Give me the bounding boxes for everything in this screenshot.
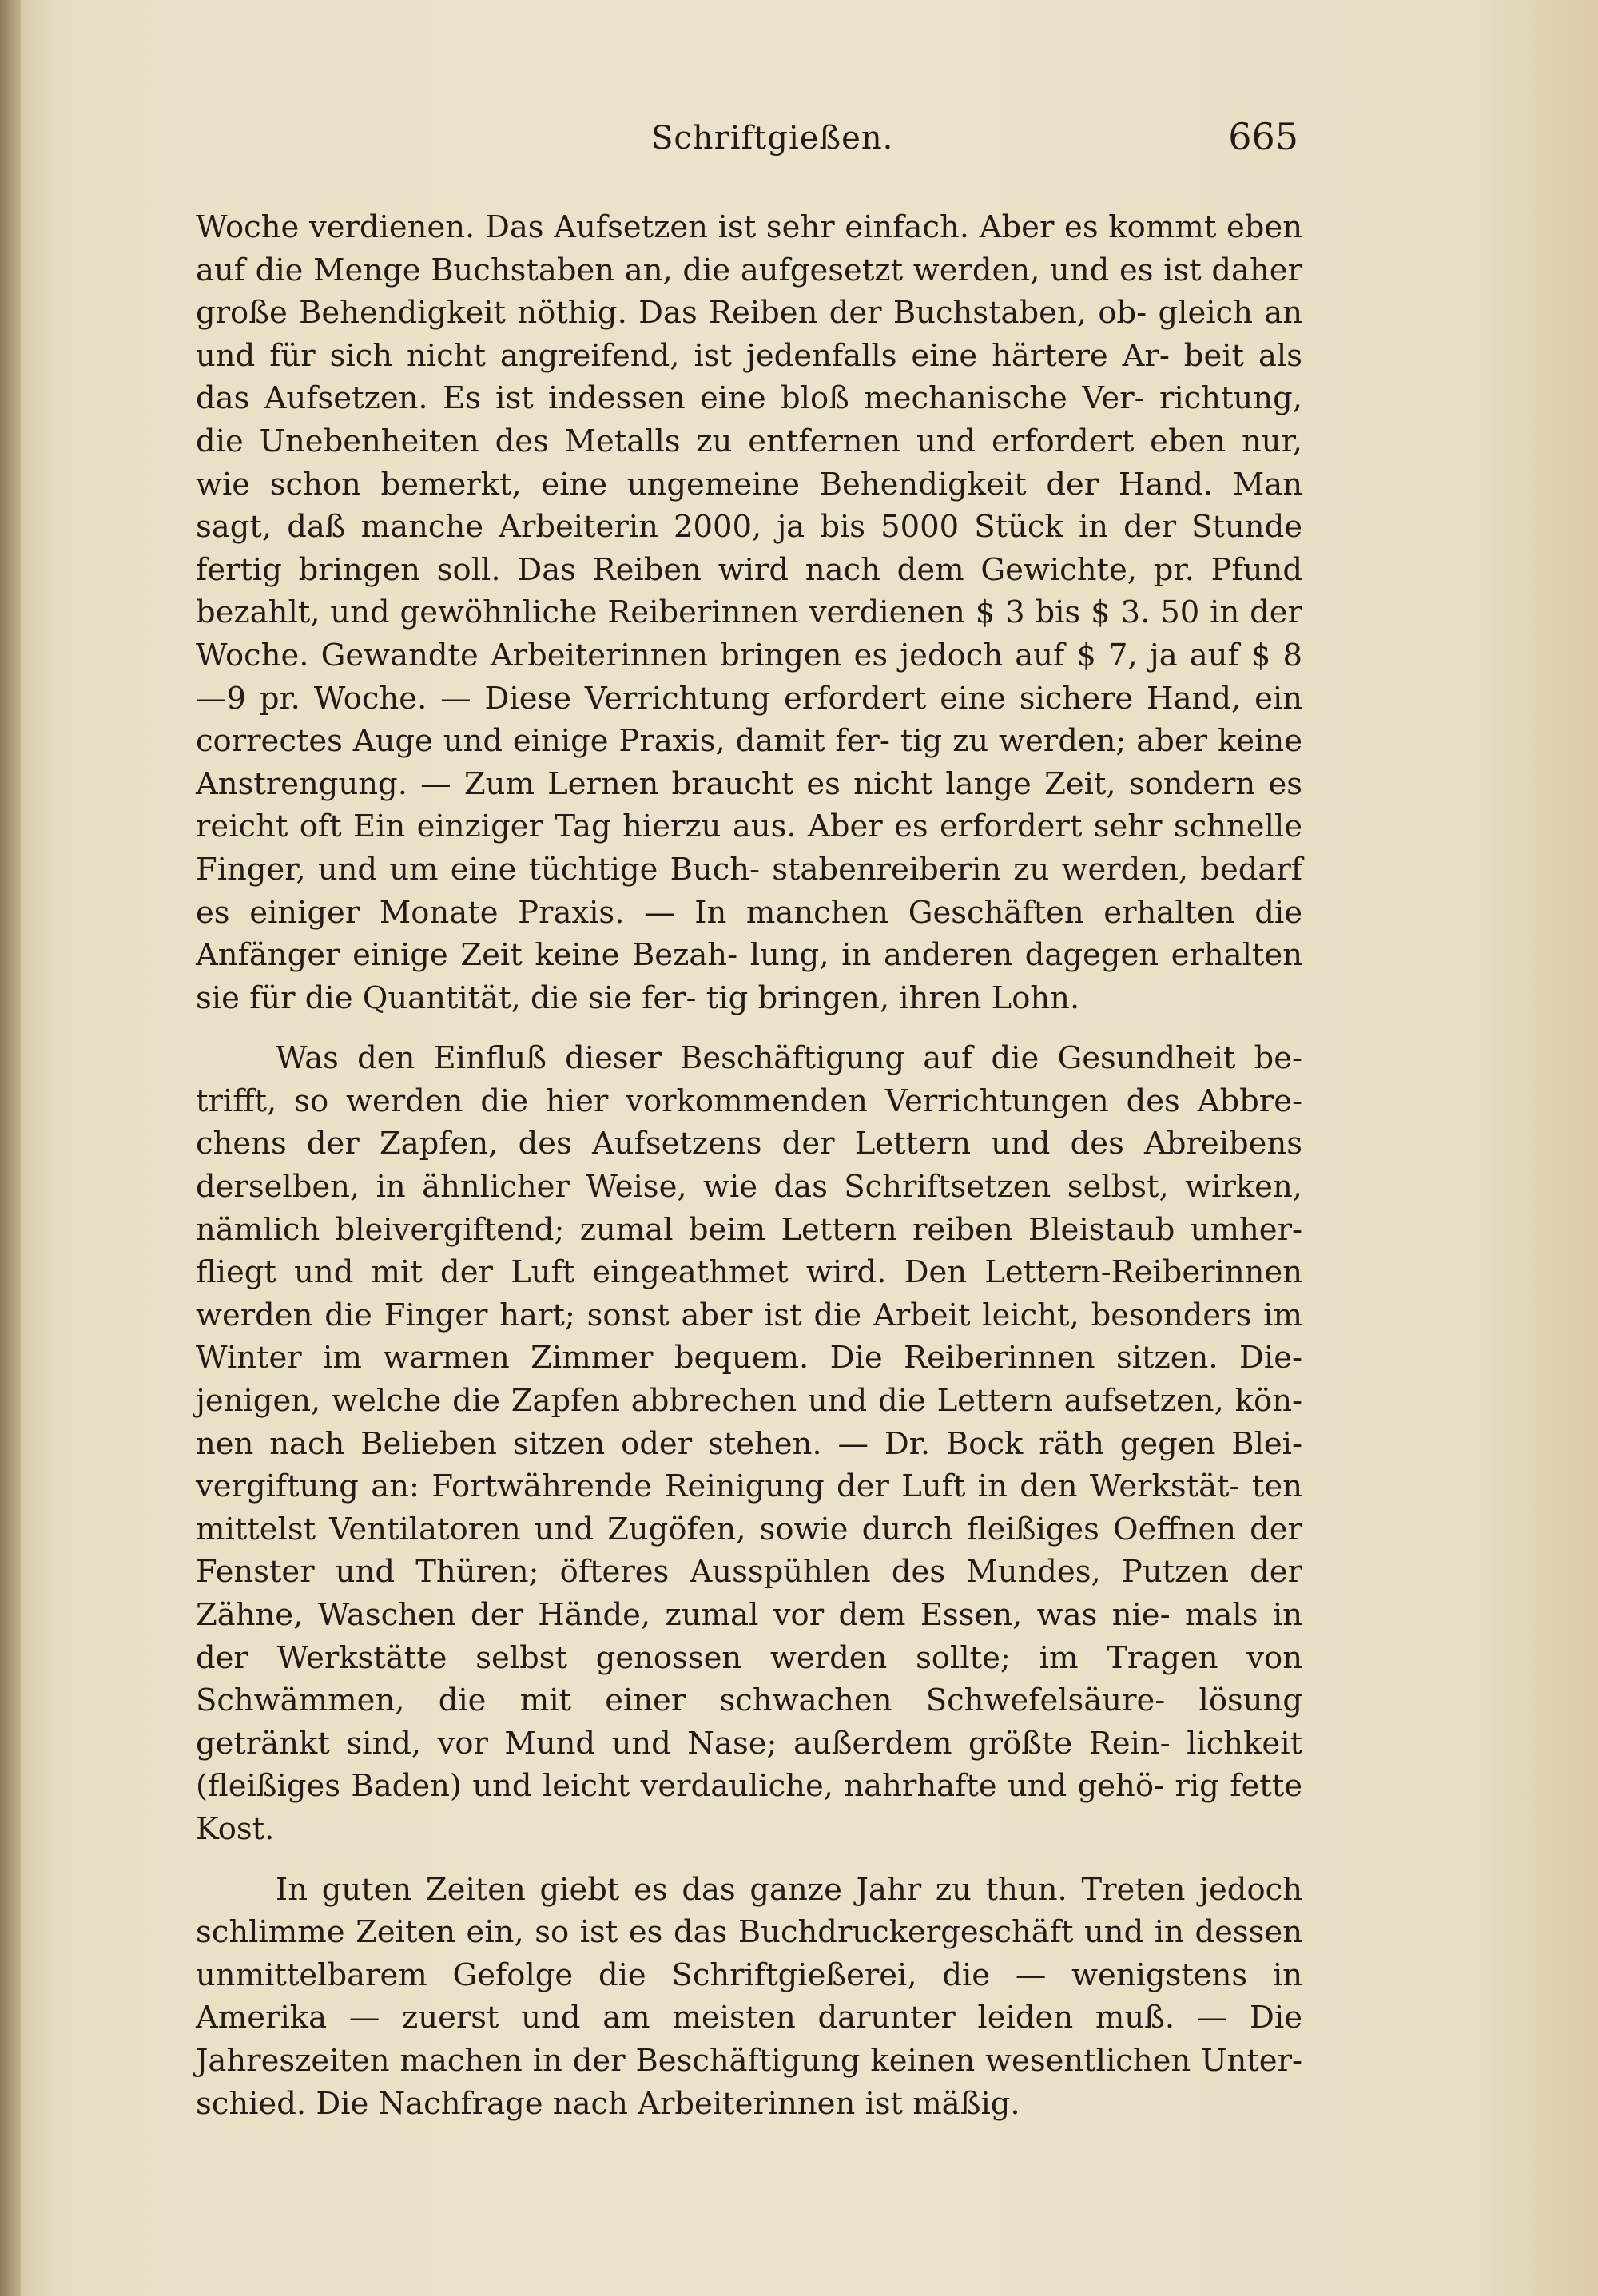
page-header <box>196 115 1298 168</box>
paragraph-3: In guten Zeiten giebt es das ganze Jahr zu thun. Treten jedoch schlimme Zeiten ein, so ist es das Buchdruckergeschäft und in dessen unmittelbarem Gefolge die Schriftgießerei, die — wenigstens in Amerika — zuerst und am meisten darunter leiden muß. — Die Jahreszeiten machen in der Beschäftigung keinen wesentlichen Unter‐ schied. Die Nachfrage nach Arbeiterinnen ist mäßig. <box>196 1871 1302 2122</box>
body-text <box>196 206 1302 2143</box>
running-title: Schriftgießen. <box>651 120 894 157</box>
paragraph-2: Was den Einfluß dieser Beschäftigung auf die Gesundheit be‐ trifft, so werden die hier vorkommenden Verrichtungen des Abbre‐ chens der Zapfen, des Aufsetzens der Lettern und des Abreibens derselben, in ähnlicher Weise, wie das Schriftsetzen selbst, wirken, nämlich bleivergiftend; zumal beim Lettern reiben Bleistaub umher‐ fliegt und mit der Luft eingeathmet wird. Den Lettern‐Reiberinnen werden die Finger hart; sonst aber ist die Arbeit leicht, besonders im Winter im warmen Zimmer bequem. Die Reiberinnen sitzen. Die‐ jenigen, welche die Zapfen abbrechen und die Lettern aufsetzen, kön‐ nen nach Belieben sitzen oder stehen. — Dr. Bock räth gegen Blei‐ vergiftung an: Fortwährende Reinigung der Luft in den Werkstät‐ ten mittelst Ventilatoren und Zugöfen, sowie durch fleißiges Oeffnen der Fenster und Thüren; öfteres Ausspühlen des Mundes, Putzen der Zähne, Waschen der Hände, zumal vor dem Essen, was nie‐ mals in der Werkstätte selbst genossen werden sollte; im Tragen von Schwämmen, die mit einer schwachen Schwefelsäure‐ lösung getränkt sind, vor Mund und Nase; außerdem größte Rein‐ lichkeit (fleißiges Baden) und leicht verdauliche, nahrhafte und gehö‐ rig fette Kost. <box>196 1040 1302 1847</box>
book-gutter <box>0 0 21 2296</box>
page-number: 665 <box>1228 115 1298 158</box>
paragraph-1: Woche verdienen. Das Aufsetzen ist sehr einfach. Aber es kommt eben auf die Menge Buchstaben an, die aufgesetzt werden, und es ist daher große Behendigkeit nöthig. Das Reiben der Buchstaben, ob‐ gleich an und für sich nicht angreifend, ist jedenfalls eine härtere Ar‐ beit als das Aufsetzen. Es ist indessen eine bloß mechanische Ver‐ richtung, die Unebenheiten des Metalls zu entfernen und erfordert eben nur, wie schon bemerkt, eine ungemeine Behendigkeit der Hand. Man sagt, daß manche Arbeiterin 2000, ja bis 5000 Stück in der Stunde fertig bringen soll. Das Reiben wird nach dem Gewichte, pr. Pfund bezahlt, und gewöhnliche Reiberinnen verdienen $ 3 bis $ 3. 50 in der Woche. Gewandte Arbeiterinnen bringen es jedoch auf $ 7, ja auf $ 8—9 pr. Woche. — Diese Verrichtung erfordert eine sichere Hand, ein correctes Auge und einige Praxis, damit fer‐ tig zu werden; aber keine Anstrengung. — Zum Lernen braucht es nicht lange Zeit, sondern es reicht oft Ein einziger Tag hierzu aus. Aber es erfordert sehr schnelle Finger, und um eine tüchtige Buch‐ stabenreiberin zu werden, bedarf es einiger Monate Praxis. — In manchen Geschäften erhalten die Anfänger einige Zeit keine Bezah‐ lung, in anderen dagegen erhalten sie für die Quantität, die sie fer‐ tig bringen, ihren Lohn. <box>196 209 1302 1016</box>
